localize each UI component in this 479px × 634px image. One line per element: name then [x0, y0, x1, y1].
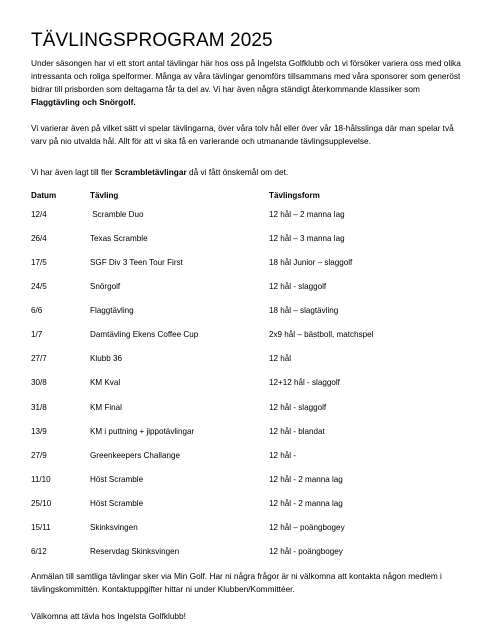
cell-event: SGF Div 3 Teen Tour First: [90, 258, 183, 267]
intro-highlight: Flaggtävling och Snörgolf.: [31, 97, 136, 107]
cell-date: 13/9: [31, 427, 47, 436]
table-row: [0, 497, 479, 510]
cell-format: 12 hål - blandat: [269, 427, 325, 436]
header-format: Tävlingsform: [269, 191, 320, 200]
intro-text: Vi har även lagt till fler: [31, 167, 115, 177]
table-row: [0, 473, 479, 486]
cell-format: 12 hål -: [269, 451, 296, 460]
cell-format: 12 hål - slaggolf: [269, 403, 327, 412]
table-row: [0, 545, 479, 558]
cell-date: 12/4: [31, 210, 47, 219]
closing-line: Välkomna att tävla hos Ingelsta Golfklubb!: [31, 611, 186, 621]
cell-format: 2x9 hål – bästboll, matchspel: [269, 330, 374, 339]
table-row: [0, 521, 479, 534]
table-row: [0, 352, 479, 365]
cell-event: KM i puttning + jippotävlingar: [90, 427, 195, 436]
cell-event: Skinksvingen: [90, 523, 138, 532]
page-title: TÄVLINGSPROGRAM 2025: [31, 30, 273, 51]
cell-date: 6/6: [31, 306, 43, 315]
table-row: [0, 208, 479, 221]
cell-event: KM Final: [90, 403, 122, 412]
cell-format: 12 hål: [269, 354, 292, 363]
cell-date: 11/10: [31, 475, 51, 484]
cell-event: Höst Scramble: [90, 499, 144, 508]
cell-date: 30/8: [31, 378, 47, 387]
table-row: [0, 280, 479, 293]
table-row: [0, 425, 479, 438]
cell-format: 12 hål - slaggolf: [269, 282, 327, 291]
header-date: Datum: [31, 191, 57, 200]
intro-text: Under säsongen har vi ett stort antal tävlingar här hos oss på Ingelsta Golfklubb och vi försöker variera oss med olika intressanta och roliga spelformer. Många av våra tävlingar genomförs tillsammans med våra sponsorer som generöst bidrar till prisborden som deltagarna får ta del av. Vi har även några ständigt återkommande klassiker som: [31, 58, 461, 94]
table-row: [0, 304, 479, 317]
cell-date: 31/8: [31, 403, 47, 412]
cell-date: 24/5: [31, 282, 47, 291]
table-row: [0, 449, 479, 462]
cell-event: Flaggtävling: [90, 306, 134, 315]
cell-date: 17/5: [31, 258, 47, 267]
cell-format: 12 hål - 2 manna lag: [269, 499, 343, 508]
cell-date: 26/4: [31, 234, 47, 243]
table-row: [0, 328, 479, 341]
cell-event: Scramble Duo: [90, 210, 144, 219]
intro-text: då vi fått önskemål om det.: [186, 167, 289, 177]
cell-event: Klubb 36: [90, 354, 122, 363]
table-row: [0, 232, 479, 245]
table-row: [0, 256, 479, 269]
intro-paragraph-1: [31, 57, 467, 109]
cell-date: 25/10: [31, 499, 52, 508]
cell-event: Damtävling Ekens Coffee Cup: [90, 330, 199, 339]
table-header: [0, 189, 479, 202]
intro-highlight: Scrambletävlingar: [114, 167, 187, 177]
table-row: [0, 401, 479, 414]
cell-format: 18 hål Junior – slaggolf: [269, 258, 353, 267]
intro-paragraph-2: Vi varierar även på vilket sätt vi spelar tävlingarna, över våra tolv hål eller över vår 18-hålsslinga där man spelar två varv på nio utvalda hål. Allt för att vi ska få en varierande och utmanande tävlingsupplevelse.: [31, 123, 454, 146]
cell-event: KM Kval: [90, 378, 121, 387]
cell-format: 18 hål – slagtävling: [269, 306, 339, 315]
cell-event: Snörgolf: [90, 282, 121, 291]
cell-format: 12 hål - 2 manna lag: [269, 475, 343, 484]
cell-date: 27/9: [31, 451, 47, 460]
cell-format: 12 hål – poängbogey: [269, 523, 345, 532]
cell-format: 12 hål - poängbogey: [269, 547, 343, 556]
table-row: [0, 376, 479, 389]
cell-date: 1/7: [31, 330, 43, 339]
cell-event: Greenkeepers Challange: [90, 451, 180, 460]
cell-format: 12 hål – 3 manna lag: [269, 234, 345, 243]
cell-date: 27/7: [31, 354, 47, 363]
footer-paragraph: Anmälan till samtliga tävlingar sker via Min Golf. Har ni några frågor är ni välkomna att kontakta någon medlem i tävlingskommittén. Kontaktuppgifter hittar ni under Klubben/Kommittéer.: [31, 571, 442, 594]
cell-event: Höst Scramble: [90, 475, 144, 484]
header-event: Tävling: [90, 191, 119, 200]
cell-date: 15/11: [31, 523, 51, 532]
cell-format: 12+12 hål - slaggolf: [269, 378, 340, 387]
cell-format: 12 hål – 2 manna lag: [269, 210, 345, 219]
intro-paragraph-3: [31, 166, 467, 179]
cell-date: 6/12: [31, 547, 47, 556]
cell-event: Reservdag Skinksvingen: [90, 547, 180, 556]
cell-event: Texas Scramble: [90, 234, 148, 243]
